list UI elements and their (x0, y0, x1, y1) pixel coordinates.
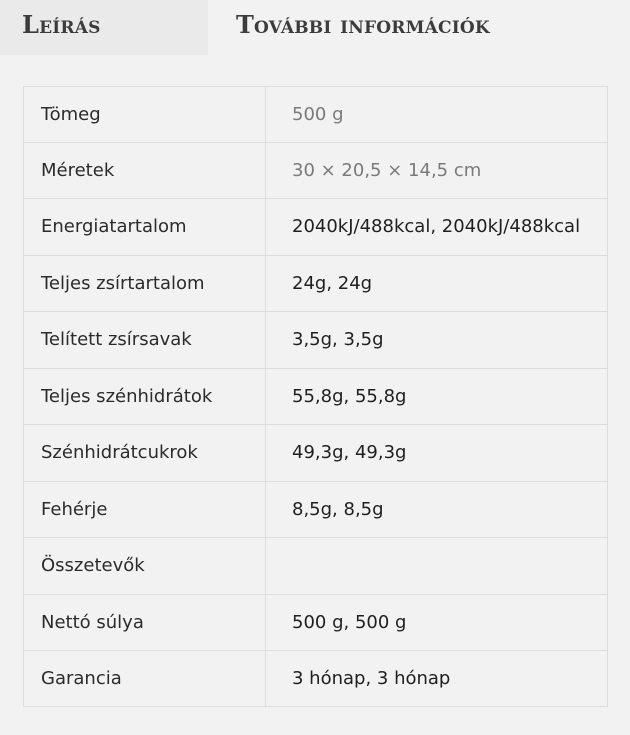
attribute-label: Telített zsírsavak (24, 312, 266, 369)
attribute-label: Szénhidrátcukrok (24, 425, 266, 482)
table-row (24, 255, 607, 312)
attribute-label: Tömeg (24, 87, 266, 142)
attributes-table (24, 87, 607, 706)
attribute-label: Nettó súlya (24, 594, 266, 651)
attribute-label: Energiatartalom (24, 199, 266, 256)
table-row (24, 425, 607, 482)
attribute-value: 3 hónap, 3 hónap (292, 668, 451, 690)
table-row (24, 199, 607, 256)
attribute-value: 24g, 24g (266, 255, 608, 312)
attribute-value: 500 g, 500 g (266, 594, 608, 651)
attribute-value: 2040kJ/488kcal, 2040kJ/488kcal (266, 199, 608, 256)
attribute-value: 8,5g, 8,5g (266, 481, 608, 538)
attribute-label: Méretek (24, 142, 266, 199)
attribute-label: Teljes zsírtartalom (24, 255, 266, 312)
attribute-value: 500 g (266, 87, 608, 142)
table-row (24, 142, 607, 199)
table-row (24, 538, 607, 595)
tab-description[interactable]: Leírás (0, 0, 208, 55)
table-row (24, 481, 607, 538)
attribute-label: Összetevők (24, 538, 266, 595)
table-row (24, 651, 607, 706)
attribute-value: 3,5g, 3,5g (266, 312, 608, 369)
table-row (24, 87, 607, 142)
attribute-value: 55,8g, 55,8g (266, 368, 608, 425)
attribute-value (266, 538, 608, 595)
attribute-label: Fehérje (24, 481, 266, 538)
attribute-value: 49,3g, 49,3g (266, 425, 608, 482)
table-row (24, 312, 607, 369)
table-row (24, 594, 607, 651)
tab-additional-information[interactable]: További információk (236, 10, 490, 39)
table-row (24, 368, 607, 425)
attribute-label: Garancia (24, 651, 266, 706)
tab-bar (0, 0, 630, 55)
attribute-label: Teljes szénhidrátok (24, 368, 266, 425)
additional-information-panel (23, 86, 608, 707)
attribute-value: 30 × 20,5 × 14,5 cm (266, 142, 608, 199)
